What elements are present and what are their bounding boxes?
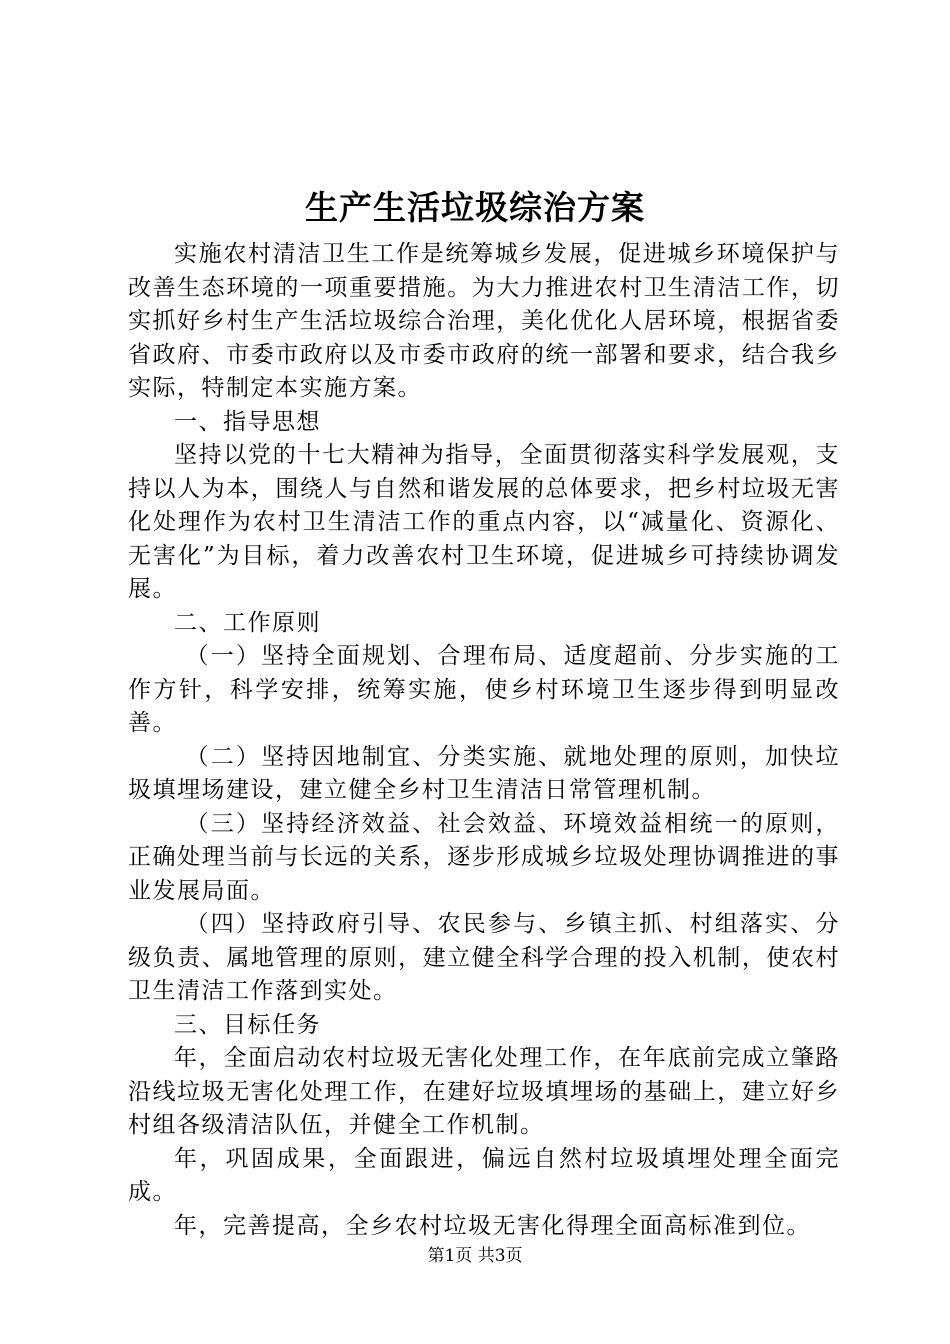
principle-item-1: （一）坚持全面规划、合理布局、适度超前、分步实施的工作方针，科学安排，统筹实施，使乡村环境卫生逐步得到明显改善。 xyxy=(128,643,840,736)
principle-item-3: （三）坚持经济效益、社会效益、环境效益相统一的原则，正确处理当前与长远的关系，逐步形成城乡垃圾处理协调推进的事业发展局面。 xyxy=(128,810,840,904)
goal-paragraph-3: 年，完善提高，全乡农村垃圾无害化得理全面高标准到位。 xyxy=(174,1212,811,1239)
goal-paragraph-1: 年，全面启动农村垃圾无害化处理工作，在年底前完成立肇路沿线垃圾无害化处理工作，在建好垃圾填埋场的基础上，建立好乡村组各级清洁队伍，并健全工作机制。 xyxy=(128,1045,840,1138)
principle-item-2: （二）坚持因地制宜、分类实施、就地处理的原则，加快垃圾填埋场建设，建立健全乡村卫生清洁日常管理机制。 xyxy=(128,743,840,803)
document-title: 生产生活垃圾综治方案 xyxy=(305,188,645,227)
section-heading-guiding-thought: 一、指导思想 xyxy=(174,408,321,435)
intro-paragraph: 实施农村清洁卫生工作是统筹城乡发展，促进城乡环境保护与改善生态环境的一项重要措施。为大力推进农村卫生清洁工作，切实抓好乡村生产生活垃圾综合治理，美化优化人居环境，根据省委省政府、市委市政府以及市委市政府的统一部署和要求，结合我乡实际，特制定本实施方案。 xyxy=(128,241,840,401)
goal-paragraph-2: 年，巩固成果，全面跟进，偏远自然村垃圾填埋处理全面完成。 xyxy=(128,1145,840,1205)
principle-item-4: （四）坚持政府引导、农民参与、乡镇主抓、村组落实、分级负责、属地管理的原则，建立健全科学合理的投入机制，使农村卫生清洁工作落到实处。 xyxy=(128,911,840,1004)
document-body xyxy=(128,238,840,1243)
page-number-footer: 第1页 共3页 xyxy=(427,1246,523,1266)
section-heading-work-principles: 二、工作原则 xyxy=(174,609,321,636)
guiding-thought-paragraph: 坚持以党的十七大精神为指导，全面贯彻落实科学发展观，支持以人为本，围绕人与自然和谐发展的总体要求，把乡村垃圾无害化处理作为农村卫生清洁工作的重点内容，以“减量化、资源化、无害化”为目标，着力改善农村卫生环境，促进城乡可持续协调发展。 xyxy=(128,442,840,602)
section-heading-goals-tasks: 三、目标任务 xyxy=(174,1011,321,1038)
